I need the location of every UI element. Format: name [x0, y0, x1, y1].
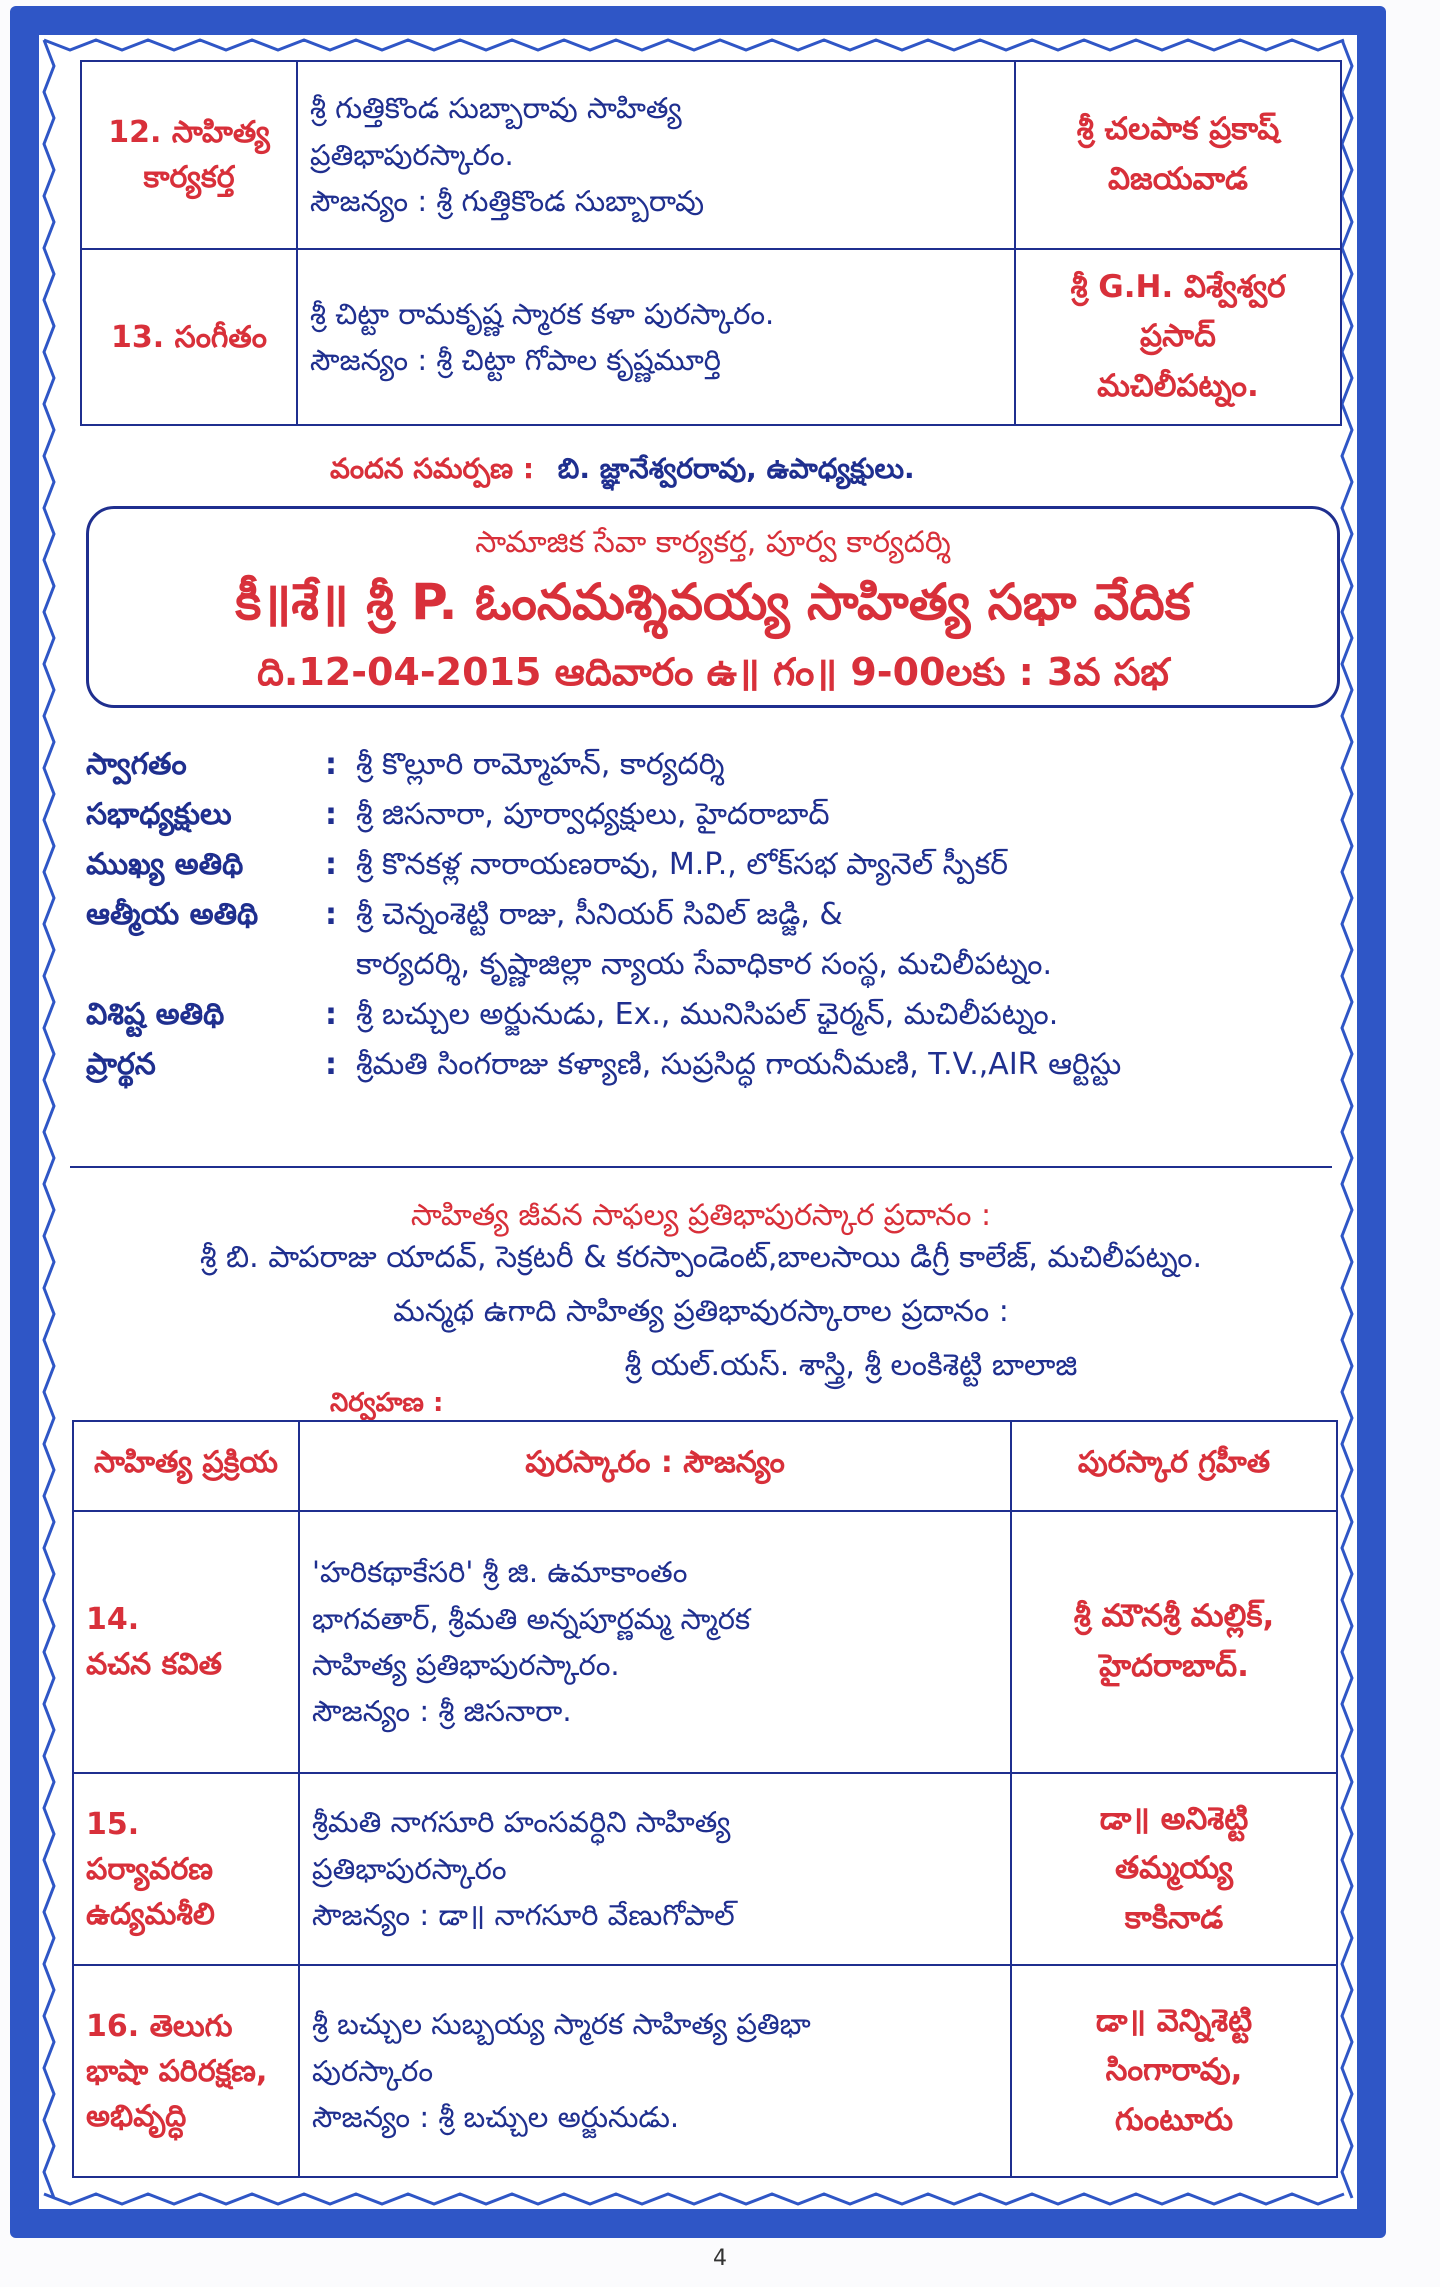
page-number: 4	[713, 2246, 727, 2271]
top-award-table	[80, 60, 1342, 426]
vote-of-thanks: వందన సమర్పణ : బి. జ్ఞానేశ్వరరావు, ఉపాధ్యక్షులు.	[330, 452, 915, 485]
award-cell: శ్రీమతి నాగసూరి హంసవర్ధిని సాహిత్య ప్రతిభాపురస్కారం సౌజన్యం : డా॥ నాగసూరి వేణుగోపాల్	[299, 1773, 1011, 1965]
table-row	[81, 249, 1341, 425]
column-header: పురస్కారం : సౌజన్యం	[299, 1421, 1011, 1511]
venue-subtitle: సామాజిక సేవా కార్యకర్త, పూర్వ కార్యదర్శి	[475, 525, 951, 560]
lifetime-recipient: శ్రీ బి. పాపరాజు యాదవ్, సెక్రటరీ & కరస్పాండెంట్,బాలసాయి డిగ్రీ కాలేజ్, మచిలీపట్నం.	[199, 1240, 1203, 1275]
category-cell: 13. సంగీతం	[81, 249, 297, 425]
category-cell: 16. తెలుగు భాషా పరిరక్షణ, అభివృద్ధి	[73, 1965, 299, 2177]
recipient-cell: డా॥ అనిశెట్టి తమ్మయ్య కాకినాడ	[1011, 1773, 1337, 1965]
table-header	[73, 1421, 1337, 1511]
category-cell: 14. వచన కవిత	[73, 1511, 299, 1773]
list-item: సభాధ్యక్షులు : శ్రీ జిసనారా, పూర్వాధ్యక్షులు, హైదరాబాద్	[86, 797, 830, 832]
recipient-cell: శ్రీ G.H. విశ్వేశ్వర ప్రసాద్ మచిలీపట్నం.	[1015, 249, 1341, 425]
recipient-cell: శ్రీ చలపాక ప్రకాష్ విజయవాడ	[1015, 61, 1341, 249]
table-row	[81, 61, 1341, 249]
divider	[70, 1166, 1332, 1168]
guest-list	[86, 740, 1286, 1090]
venue-title: కీ॥శే॥ శ్రీ P. ఓంనమశ్శివయ్య సాహిత్య సభా వేదిక	[235, 573, 1191, 631]
category-cell: 12. సాహిత్య కార్యకర్త	[81, 61, 297, 249]
presenters: శ్రీ యల్.యస్. శాస్త్రి, శ్రీ లంకిశెట్టి బాలాజి	[624, 1348, 1078, 1383]
list-item: ముఖ్య అతిథి : శ్రీ కొనకళ్ల నారాయణరావు, M.P., లోక్‌సభ ప్యానెల్ స్పీకర్	[86, 847, 1009, 882]
lifetime-title: సాహిత్య జీవన సాఫల్య ప్రతిభాపురస్కార ప్రదానం :	[410, 1198, 992, 1233]
list-item: కార్యదర్శి, కృష్ణాజిల్లా న్యాయ సేవాధికార సంస్థ, మచిలీపట్నం.	[356, 947, 1053, 982]
award-announcement	[70, 1198, 1332, 1390]
ugadi-title: మన్మథ ఉగాది సాహిత్య ప్రతిభావురస్కారాల ప్రదానం :	[393, 1294, 1009, 1329]
list-item: ఆత్మీయ అతిథి : శ్రీ చెన్నంశెట్టి రాజు, సీనియర్ సివిల్ జడ్జి, &	[86, 897, 843, 932]
list-item: విశిష్ట అతిథి : శ్రీ బచ్చుల అర్జునుడు, Ex., మునిసిపల్ ఛైర్మన్, మచిలీపట్నం.	[86, 997, 1059, 1032]
venue-box	[86, 506, 1340, 708]
table-row	[73, 1965, 1337, 2177]
column-header: పురస్కార గ్రహీత	[1011, 1421, 1337, 1511]
table-row	[73, 1773, 1337, 1965]
category-cell: 15. పర్యావరణ ఉద్యమశీలి	[73, 1773, 299, 1965]
list-item: ప్రార్థన : శ్రీమతి సింగరాజు కళ్యాణి, సుప్రసిద్ధ గాయనీమణి, T.V.,AIR ఆర్టిస్టు	[86, 1047, 1122, 1082]
table-row	[73, 1511, 1337, 1773]
column-header: సాహిత్య ప్రక్రియ	[73, 1421, 299, 1511]
bottom-award-table	[72, 1420, 1338, 2178]
recipient-cell: శ్రీ మౌనశ్రీ మల్లిక్, హైదరాబాద్.	[1011, 1511, 1337, 1773]
award-cell: శ్రీ బచ్చుల సుబ్బయ్య స్మారక సాహిత్య ప్రతిభా పురస్కారం సౌజన్యం : శ్రీ బచ్చుల అర్జునుడు.	[299, 1965, 1011, 2177]
list-item: స్వాగతం : శ్రీ కొల్లూరి రామ్మోహన్, కార్యదర్శి	[86, 747, 725, 782]
moderator-label: నిర్వహణ :	[330, 1388, 444, 1418]
award-cell: శ్రీ చిట్టా రామకృష్ణ స్మారక కళా పురస్కారం. సౌజన్యం : శ్రీ చిట్టా గోపాల కృష్ణమూర్తి	[297, 249, 1015, 425]
venue-date: ది.12-04-2015 ఆదివారం ఉ॥ గం॥ 9-00లకు : 3వ సభ	[257, 650, 1169, 694]
award-cell: శ్రీ గుత్తికొండ సుబ్బారావు సాహిత్య ప్రతిభాపురస్కారం. సౌజన్యం : శ్రీ గుత్తికొండ సుబ్బారావు	[297, 61, 1015, 249]
recipient-cell: డా॥ వెన్నిశెట్టి సింగారావు, గుంటూరు	[1011, 1965, 1337, 2177]
award-cell: 'హరికథాకేసరి' శ్రీ జి. ఉమాకాంతం భాగవతార్, శ్రీమతి అన్నపూర్ణమ్మ స్మారక సాహిత్య ప్రతిభాపురస్కారం. సౌజన్యం : శ్రీ జిసనారా.	[299, 1511, 1011, 1773]
